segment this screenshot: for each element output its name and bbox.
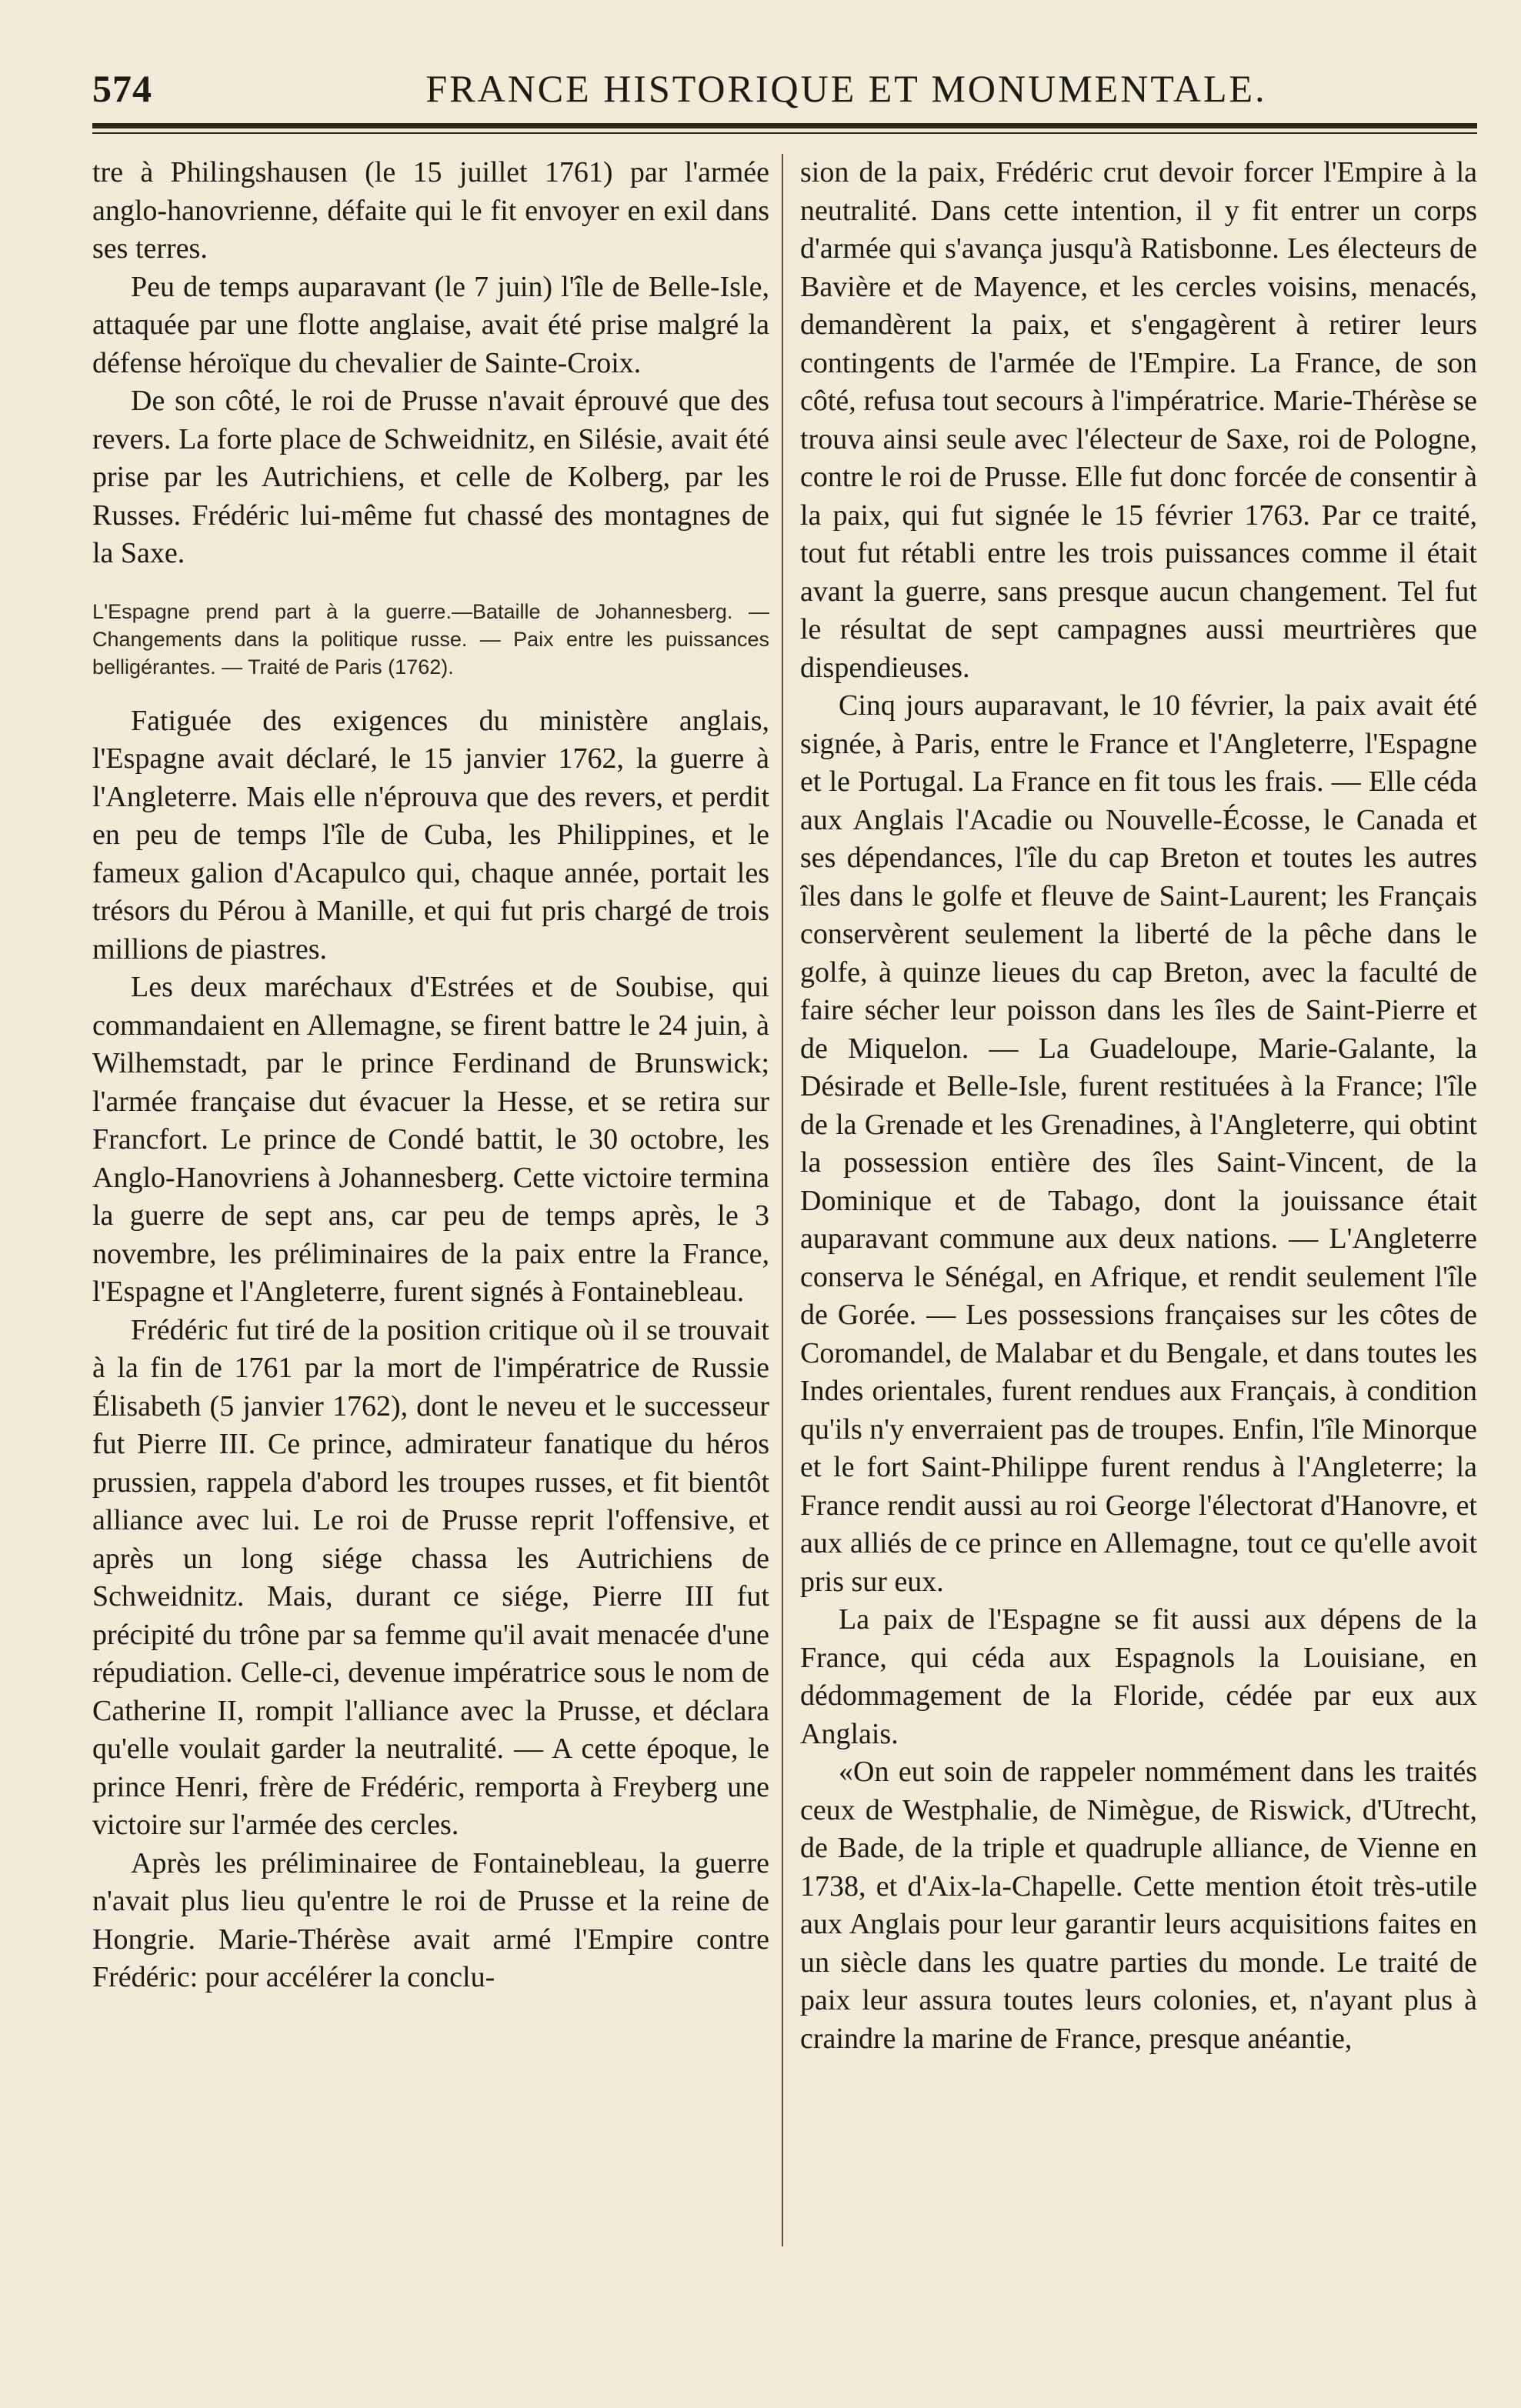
running-title: FRANCE HISTORIQUE ET MONUMENTALE. <box>425 67 1267 110</box>
left-paragraph-1: tre à Philingshausen (le 15 juillet 1761) par l'armée anglo-hanovrienne, défaite qui le fit envoyer en exil dans ses terres. <box>92 156 769 265</box>
left-paragraph-6: Frédéric fut tiré de la position critique où il se trouvait à la fin de 1761 par la mort de l'impératrice de Russie Élisabeth (5 janvier 1762), dont le neveu et le successeur fut Pierre III. Ce prince, admirateur fanatique du héros prussien, rappela d'abord les troupes russes, et fit bientôt alliance avec lui. Le roi de Prusse reprit l'offensive, et après un long siége chassa les Autrichiens de Schweidnitz. Mais, durant ce siége, Pierre III fut précipité du trône par sa femme qu'il avait menacée d'une répudiation. Celle-ci, devenue impératrice sous le nom de Catherine II, rompit l'alliance avec la Prusse, et déclara qu'elle voulait garder la neutralité. — A cette époque, le prince Henri, frère de Frédéric, remporta à Freyberg une victoire sur l'armée des cercles. <box>92 1313 769 1841</box>
right-paragraph-3: La paix de l'Espagne se fit aussi aux dépens de la France, qui céda aux Espagnols la Louisiane, en dédommagement de la Floride, cédée par eux aux Anglais. <box>800 1603 1477 1750</box>
left-column <box>92 154 769 2277</box>
left-paragraph-3: De son côté, le roi de Prusse n'avait éprouvé que des revers. La forte place de Schweidnitz, en Silésie, avait été prise par les Autrichiens, et celle de Kolberg, par les Russes. Frédéric lui-même fut chassé des montagnes de la Saxe. <box>92 385 769 569</box>
section-summary: L'Espagne prend part à la guerre.—Bataille de Johannesberg. — Changements dans la politique russe. — Paix entre les puissances belligérantes. — Traité de Paris (1762). <box>92 599 769 679</box>
left-paragraph-5: Les deux maréchaux d'Estrées et de Soubise, qui commandaient en Allemagne, se firent battre le 24 juin, à Wilhemstadt, par le prince Ferdinand de Brunswick; l'armée française dut évacuer la Hesse, et se retira sur Francfort. Le prince de Condé battit, le 30 octobre, les Anglo-Hanovriens à Johannesberg. Cette victoire termina la guerre de sept ans, car peu de temps après, le 3 novembre, les préliminaires de la paix entre la France, l'Espagne et l'Angleterre, furent signés à Fontainebleau. <box>92 971 769 1308</box>
header-rule-thick <box>92 123 1477 128</box>
column-divider <box>782 154 783 2246</box>
left-paragraph-4: Fatiguée des exigences du ministère anglais, l'Espagne avait déclaré, le 15 janvier 1762, la guerre à l'Angleterre. Mais elle n'éprouva que des revers, et perdit en peu de temps l'île de Cuba, les Philippines, et le fameux galion d'Acapulco qui, chaque année, portait les trésors du Pérou à Manille, et qui fut pris chargé de trois millions de piastres. <box>92 704 769 966</box>
page-number: 574 <box>92 67 152 110</box>
left-paragraph-2: Peu de temps auparavant (le 7 juin) l'île de Belle-Isle, attaquée par une flotte anglaise, avait été prise malgré la défense héroïque du chevalier de Sainte-Croix. <box>92 270 769 379</box>
right-paragraph-2: Cinq jours auparavant, le 10 février, la paix avait été signée, à Paris, entre le France et l'Angleterre, l'Espagne et le Portugal. La France en fit tous les frais. — Elle céda aux Anglais l'Acadie ou Nouvelle-Écosse, le Canada et ses dépendances, l'île du cap Breton et toutes les autres îles dans le golfe et fleuve de Saint-Laurent; les Français conservèrent seulement la liberté de la pêche dans le golfe, à quinze lieues du cap Breton, avec la faculté de faire sécher leur poisson dans les îles de Saint-Pierre et de Miquelon. — La Guadeloupe, Marie-Galante, la Désirade et Belle-Isle, furent restituées à la France; l'île de la Grenade et les Grenadines, à l'Angleterre, qui obtint la possession entière des îles Saint-Vincent, de la Dominique et de Tabago, dont la jouissance était auparavant commune aux deux nations. — L'Angleterre conserva le Sénégal, en Afrique, et rendit seulement l'île de Gorée. — Les possessions françaises sur les côtes de Coromandel, de Malabar et du Bengale, et dans toutes les Indes orientales, furent rendues aux Français, à condition qu'ils n'y enverraient pas de troupes. Enfin, l'île Minorque et le fort Saint-Philippe furent rendus à l'Angleterre; la France rendit aussi au roi George l'électorat d'Hanovre, et aux alliés de ce prince en Allemagne, tout ce qu'elle avoit pris sur eux. <box>800 689 1477 1598</box>
right-column <box>800 154 1477 2277</box>
right-paragraph-1: sion de la paix, Frédéric crut devoir forcer l'Empire à la neutralité. Dans cette intention, il y fit entrer un corps d'armée qui s'avança jusqu'à Ratisbonne. Les électeurs de Bavière et de Mayence, et les cercles voisins, menacés, demandèrent la paix, et s'engagèrent à retirer leurs contingents de l'armée de l'Empire. La France, de son côté, refusa tout secours à l'impératrice. Marie-Thérèse se trouva ainsi seule avec l'électeur de Saxe, roi de Pologne, contre le roi de Prusse. Elle fut donc forcée de consentir à la paix, qui fut signée le 15 février 1763. Par ce traité, tout fut rétabli entre les trois puissances comme il était avant la guerre, sans presque aucun changement. Tel fut le résultat de sept campagnes aussi meurtrières que dispendieuses. <box>800 156 1477 684</box>
header-rule-thin <box>92 132 1477 134</box>
page-header <box>92 60 1477 114</box>
right-paragraph-4: «On eut soin de rappeler nommément dans les traités ceux de Westphalie, de Nimègue, de Riswick, d'Utrecht, de Bade, de la triple et quadruple alliance, de Vienne en 1738, et d'Aix-la-Chapelle. Cette mention étoit très-utile aux Anglais pour leur garantir leurs acquisitions faites en un siècle dans les quatre parties du monde. Le traité de paix leur assura toutes leurs colonies, et, n'ayant plus à craindre la marine de France, presque anéantie, <box>800 1756 1477 2055</box>
left-paragraph-7: Après les préliminairee de Fontainebleau, la guerre n'avait plus lieu qu'entre le roi de Prusse et la reine de Hongrie. Marie-Thérèse avait armé l'Empire contre Frédéric: pour accélérer la conclu- <box>92 1846 769 1993</box>
